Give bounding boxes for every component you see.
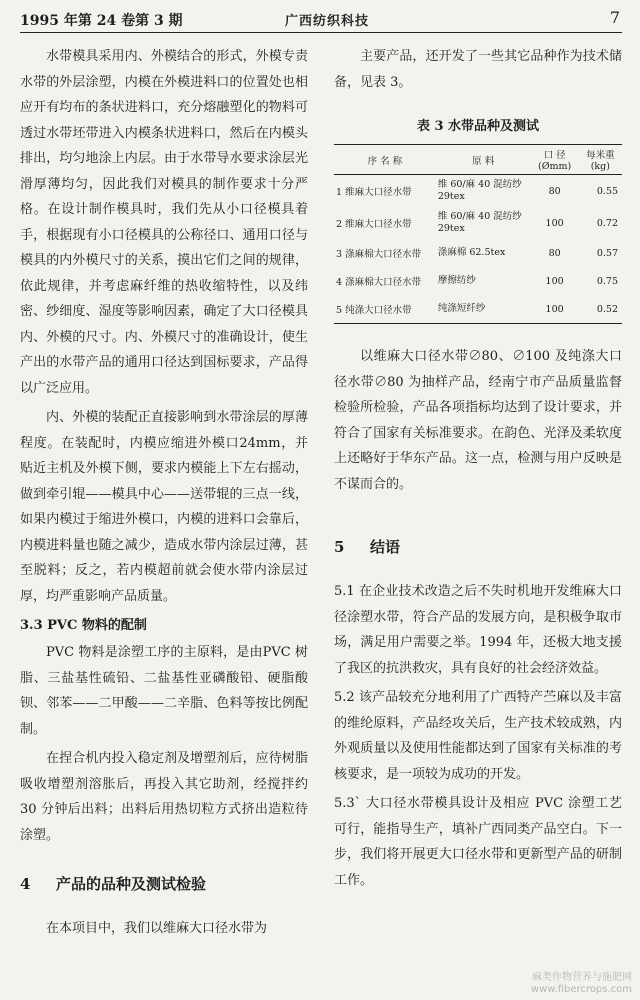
left-column <box>20 44 308 946</box>
cell-caliber: 100 <box>545 275 564 287</box>
watermark-url: www.fibercrops.com <box>530 984 632 995</box>
product-spec-table <box>334 144 622 324</box>
conclusion-5-3: 5.3` 大口径水带模具设计及相应 PVC 涂塑工艺可行，能指导生产，填补广西同类产品空白。下一步，我们将开展更大口径水带和更新型产品的研制工作。 <box>334 796 622 888</box>
table-row <box>334 175 622 208</box>
section-number: 4 <box>20 875 31 893</box>
section-number: 5 <box>334 538 345 556</box>
cell-name: 4 涤麻棉大口径水带 <box>336 277 422 288</box>
cell-name: 3 涤麻棉大口径水带 <box>336 249 422 260</box>
cell-name: 5 纯涤大口径水带 <box>336 305 412 316</box>
issue-info: 1995 年第 24 卷第 3 期 <box>20 13 183 29</box>
page-number: 7 <box>609 8 620 27</box>
table-row <box>334 267 622 295</box>
cell-weight: 0.57 <box>596 247 618 259</box>
site-watermark <box>531 972 632 996</box>
cell-weight: 0.75 <box>596 275 618 287</box>
cell-caliber: 100 <box>545 217 564 229</box>
section-title: 结语 <box>370 538 401 556</box>
cell-weight: 0.72 <box>596 217 618 229</box>
cell-material: 纯涤短纤纱 <box>437 303 486 314</box>
cell-material: 维 60/麻 40 混纺纱 29tex <box>437 211 522 234</box>
section-title: 产品的品种及测试检验 <box>56 875 207 893</box>
col-header-material: 原 料 <box>436 145 531 175</box>
cell-material: 维 60/麻 40 混纺纱 29tex <box>437 179 522 202</box>
paragraph-products-cont: 主要产品，还开发了一些其它品种作为技术储备，见表 3。 <box>334 49 622 90</box>
watermark-site-name: 麻类作物营养与施肥网 <box>532 972 632 983</box>
conclusion-5-2: 5.2 该产品较充分地利用了广西特产苎麻以及丰富的维纶原料，产品经攻关后，生产技术较成熟，内外观质量以及使用性能都达到了国家有关标准的考核要求，是一项较为成功的开发。 <box>334 690 622 782</box>
paragraph-pvc-process: 在捏合机内投入稳定剂及增塑剂后，应待树脂吸收增塑剂溶胀后，再投入其它助剂，经搅拌约 30 分钟后出料；出料后用热切粒方式挤出造粒待涂塑。 <box>20 751 308 843</box>
col-header-caliber: 口 径 (Ømm) <box>531 145 579 175</box>
paragraph-products-start: 在本项目中，我们以维麻大口径水带为 <box>46 921 268 936</box>
cell-weight: 0.52 <box>596 303 618 315</box>
table-row <box>334 295 622 324</box>
right-column <box>334 44 622 897</box>
table-header-row <box>334 145 622 175</box>
paragraph-mold-design: 水带模具采用内、外模结合的形式，外模专责水带的外层涂塑，内模在外模进料口的位置处也相应开有均布的条状进料口，充分熔融塑化的物料可透过水带坯带进入内模条状进料口，然后在内模头排出，均匀地涂上内层。由于水带导水要求涂层光滑厚薄均匀，因此我们对模具的制作要求十分严格。在设计制作模具时，我们先从小口径模具着手，根据现有小口径模具的公称径口、通用口径与模具的内外模尺寸的关系，摸出它们之间的规律，依此规律，并考虑麻纤维的热收缩特性，以及纬密、纱细度、湿度等影响因素，确定了大口径模具内、外模的尺寸。内、外模尺寸的准确设计，使生产出的水带产品的通用口径达到国标要求，产品得以广泛应用。 <box>20 49 308 396</box>
table-row <box>334 239 622 267</box>
section-heading-5 <box>334 533 622 561</box>
table-row <box>334 207 622 239</box>
cell-weight: 0.55 <box>596 185 618 197</box>
cell-material: 涤麻棉 62.5tex <box>437 247 506 258</box>
subsection-heading-3-3: 3.3 PVC 物料的配制 <box>20 618 147 633</box>
paragraph-pvc-material: PVC 物料是涂塑工序的主原料，是由PVC 树脂、三盐基性硫铅、二盐基性亚磷酸铅、硬脂酸钡、邻苯——二甲酸——二辛脂、色料等按比例配制。 <box>20 645 308 737</box>
paragraph-mold-assembly: 内、外模的装配正直接影响到水带涂层的厚薄程度。在装配时，内模应缩进外模口24mm，并贴近主机及外模下侧，要求内模能上下左右摇动，做到牵引辊——模具中心——送带辊的三点一线，如果内模过于缩进外模口，内模的进料口会靠后，内模进料量也随之减少，造成水带内涂层过薄，甚至脱料；反之，若内模超前就会使水带内涂层过厚，均严重影响产品质量。 <box>20 410 308 604</box>
cell-material: 摩擦纺纱 <box>437 275 476 286</box>
cell-caliber: 100 <box>545 303 564 315</box>
paragraph-test-results: 以维麻大口径水带∅80、∅100 及纯涤大口径水带∅80 为抽样产品，经南宁市产品质量监督检验所检验，产品各项指标均达到了设计要求，并符合了国家有关标准要求。在韵色、光泽及柔软度上还略好于华东产品。这一点，检测与用户反映是不谋而合的。 <box>334 349 622 492</box>
cell-name: 2 维麻大口径水带 <box>336 219 412 230</box>
col-header-name: 序 名 称 <box>334 145 436 175</box>
running-header <box>20 8 622 33</box>
section-heading-4 <box>20 870 308 898</box>
journal-name: 广西纺织科技 <box>285 14 370 29</box>
cell-caliber: 80 <box>548 247 561 259</box>
cell-caliber: 80 <box>548 185 561 197</box>
conclusion-5-1: 5.1 在企业技术改造之后不失时机地开发维麻大口径涂塑水带，符合产品的发展方向，是积极争取市场，满足用户需要之举。1994 年，还极大地支援了我区的抗洪救灾，具有良好的社会经济效益。 <box>334 584 622 676</box>
col-header-weight: 每米重 (kg) <box>579 145 622 175</box>
cell-name: 1 维麻大口径水带 <box>336 187 412 198</box>
table-title: 表 3 水带品种及测试 <box>416 119 540 134</box>
